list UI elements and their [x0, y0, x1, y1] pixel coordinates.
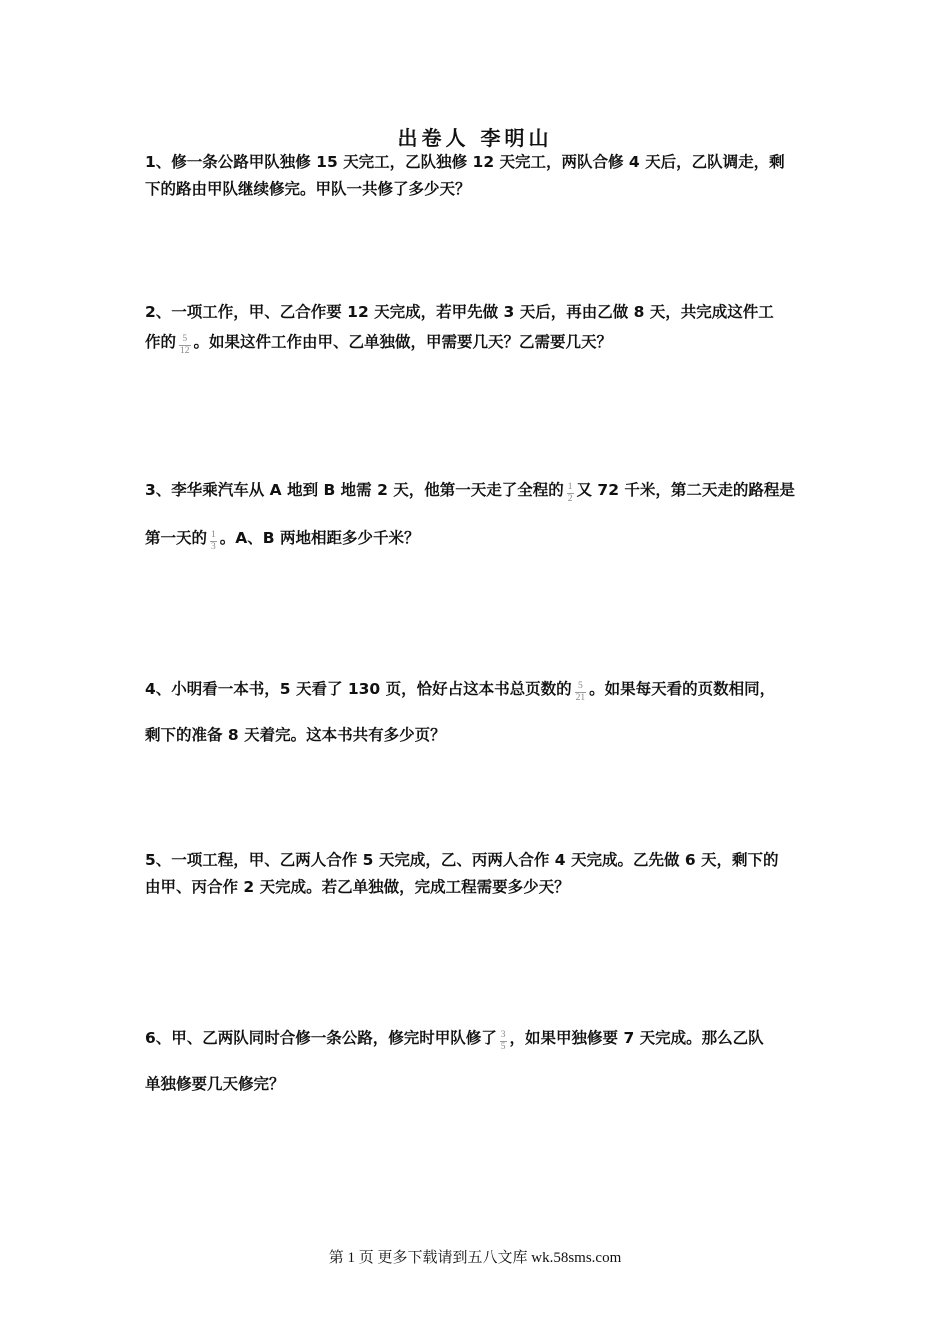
fraction-5-21: [575, 681, 587, 704]
question-3-text-a: 3、李华乘汽车从 A 地到 B 地需 2 天，他第一天走了全程的: [145, 481, 564, 499]
question-6-line-1: [145, 1026, 764, 1050]
fraction-5-12: [179, 334, 191, 357]
question-2-text-b: 。如果这件工作由甲、乙单独做，甲需要几天？乙需要几天？: [193, 333, 613, 351]
question-4-line-1: [145, 677, 775, 701]
fraction-1-3: [210, 530, 217, 553]
question-4-text-a: 4、小明看一本书，5 天看了 130 页，恰好占这本书总页数的: [145, 680, 572, 698]
question-2-line-2: [145, 330, 612, 354]
fraction-1-2: [567, 482, 574, 505]
question-6-line-2: 单独修要几天修完？: [145, 1075, 285, 1093]
fraction-numerator: 5: [578, 681, 583, 691]
fraction-numerator: 3: [500, 1030, 506, 1040]
question-1-line-1: 1、修一条公路甲队独修 15 天完工，乙队独修 12 天完工，两队合修 4 天后，乙队调走，剩: [145, 153, 785, 171]
fraction-denominator: 12: [180, 346, 190, 356]
question-6-text-a: 6、甲、乙两队同时合修一条公路，修完时甲队修了: [145, 1029, 497, 1047]
question-5-line-2: 由甲、丙合作 2 天完成。若乙单独做，完成工程需要多少天？: [145, 878, 570, 896]
page-footer: 第 1 页 更多下载请到五八文库 wk.58sms.com: [328, 1250, 622, 1266]
fraction-denominator: 2: [567, 494, 573, 504]
question-3-line-2: [145, 526, 419, 550]
question-3-text-d: 。A、B 两地相距多少千米？: [219, 529, 420, 547]
fraction-numerator: 1: [211, 530, 216, 540]
question-4-text-b: 。如果每天看的页数相同，: [589, 680, 776, 698]
question-3-text-b: 又 72 千米，第二天走的路程是: [576, 481, 795, 499]
fraction-numerator: 1: [567, 482, 573, 492]
question-3-text-c: 第一天的: [145, 529, 208, 547]
fraction-3-5: [500, 1030, 507, 1053]
question-2-text-a: 作的: [145, 333, 177, 351]
question-2-line-1: 2、一项工作，甲、乙合作要 12 天完成，若甲先做 3 天后，再由乙做 8 天，共完成这件工: [145, 303, 774, 321]
question-1-line-2: 下的路由甲队继续修完。甲队一共修了多少天？: [145, 180, 471, 198]
question-6-text-b: ，如果甲独修要 7 天完成。那么乙队: [509, 1029, 764, 1047]
question-3-line-1: [145, 478, 795, 502]
fraction-denominator: 21: [575, 693, 586, 703]
question-4-line-2: 剩下的准备 8 天着完。这本书共有多少页？: [145, 726, 446, 744]
page-title: 出卷人 李明山: [397, 126, 553, 150]
fraction-numerator: 5: [182, 334, 188, 344]
fraction-denominator: 5: [500, 1042, 506, 1052]
question-5-line-1: 5、一项工程，甲、乙两人合作 5 天完成，乙、丙两人合作 4 天完成。乙先做 6 天，剩下的: [145, 851, 779, 869]
fraction-denominator: 3: [211, 542, 216, 552]
